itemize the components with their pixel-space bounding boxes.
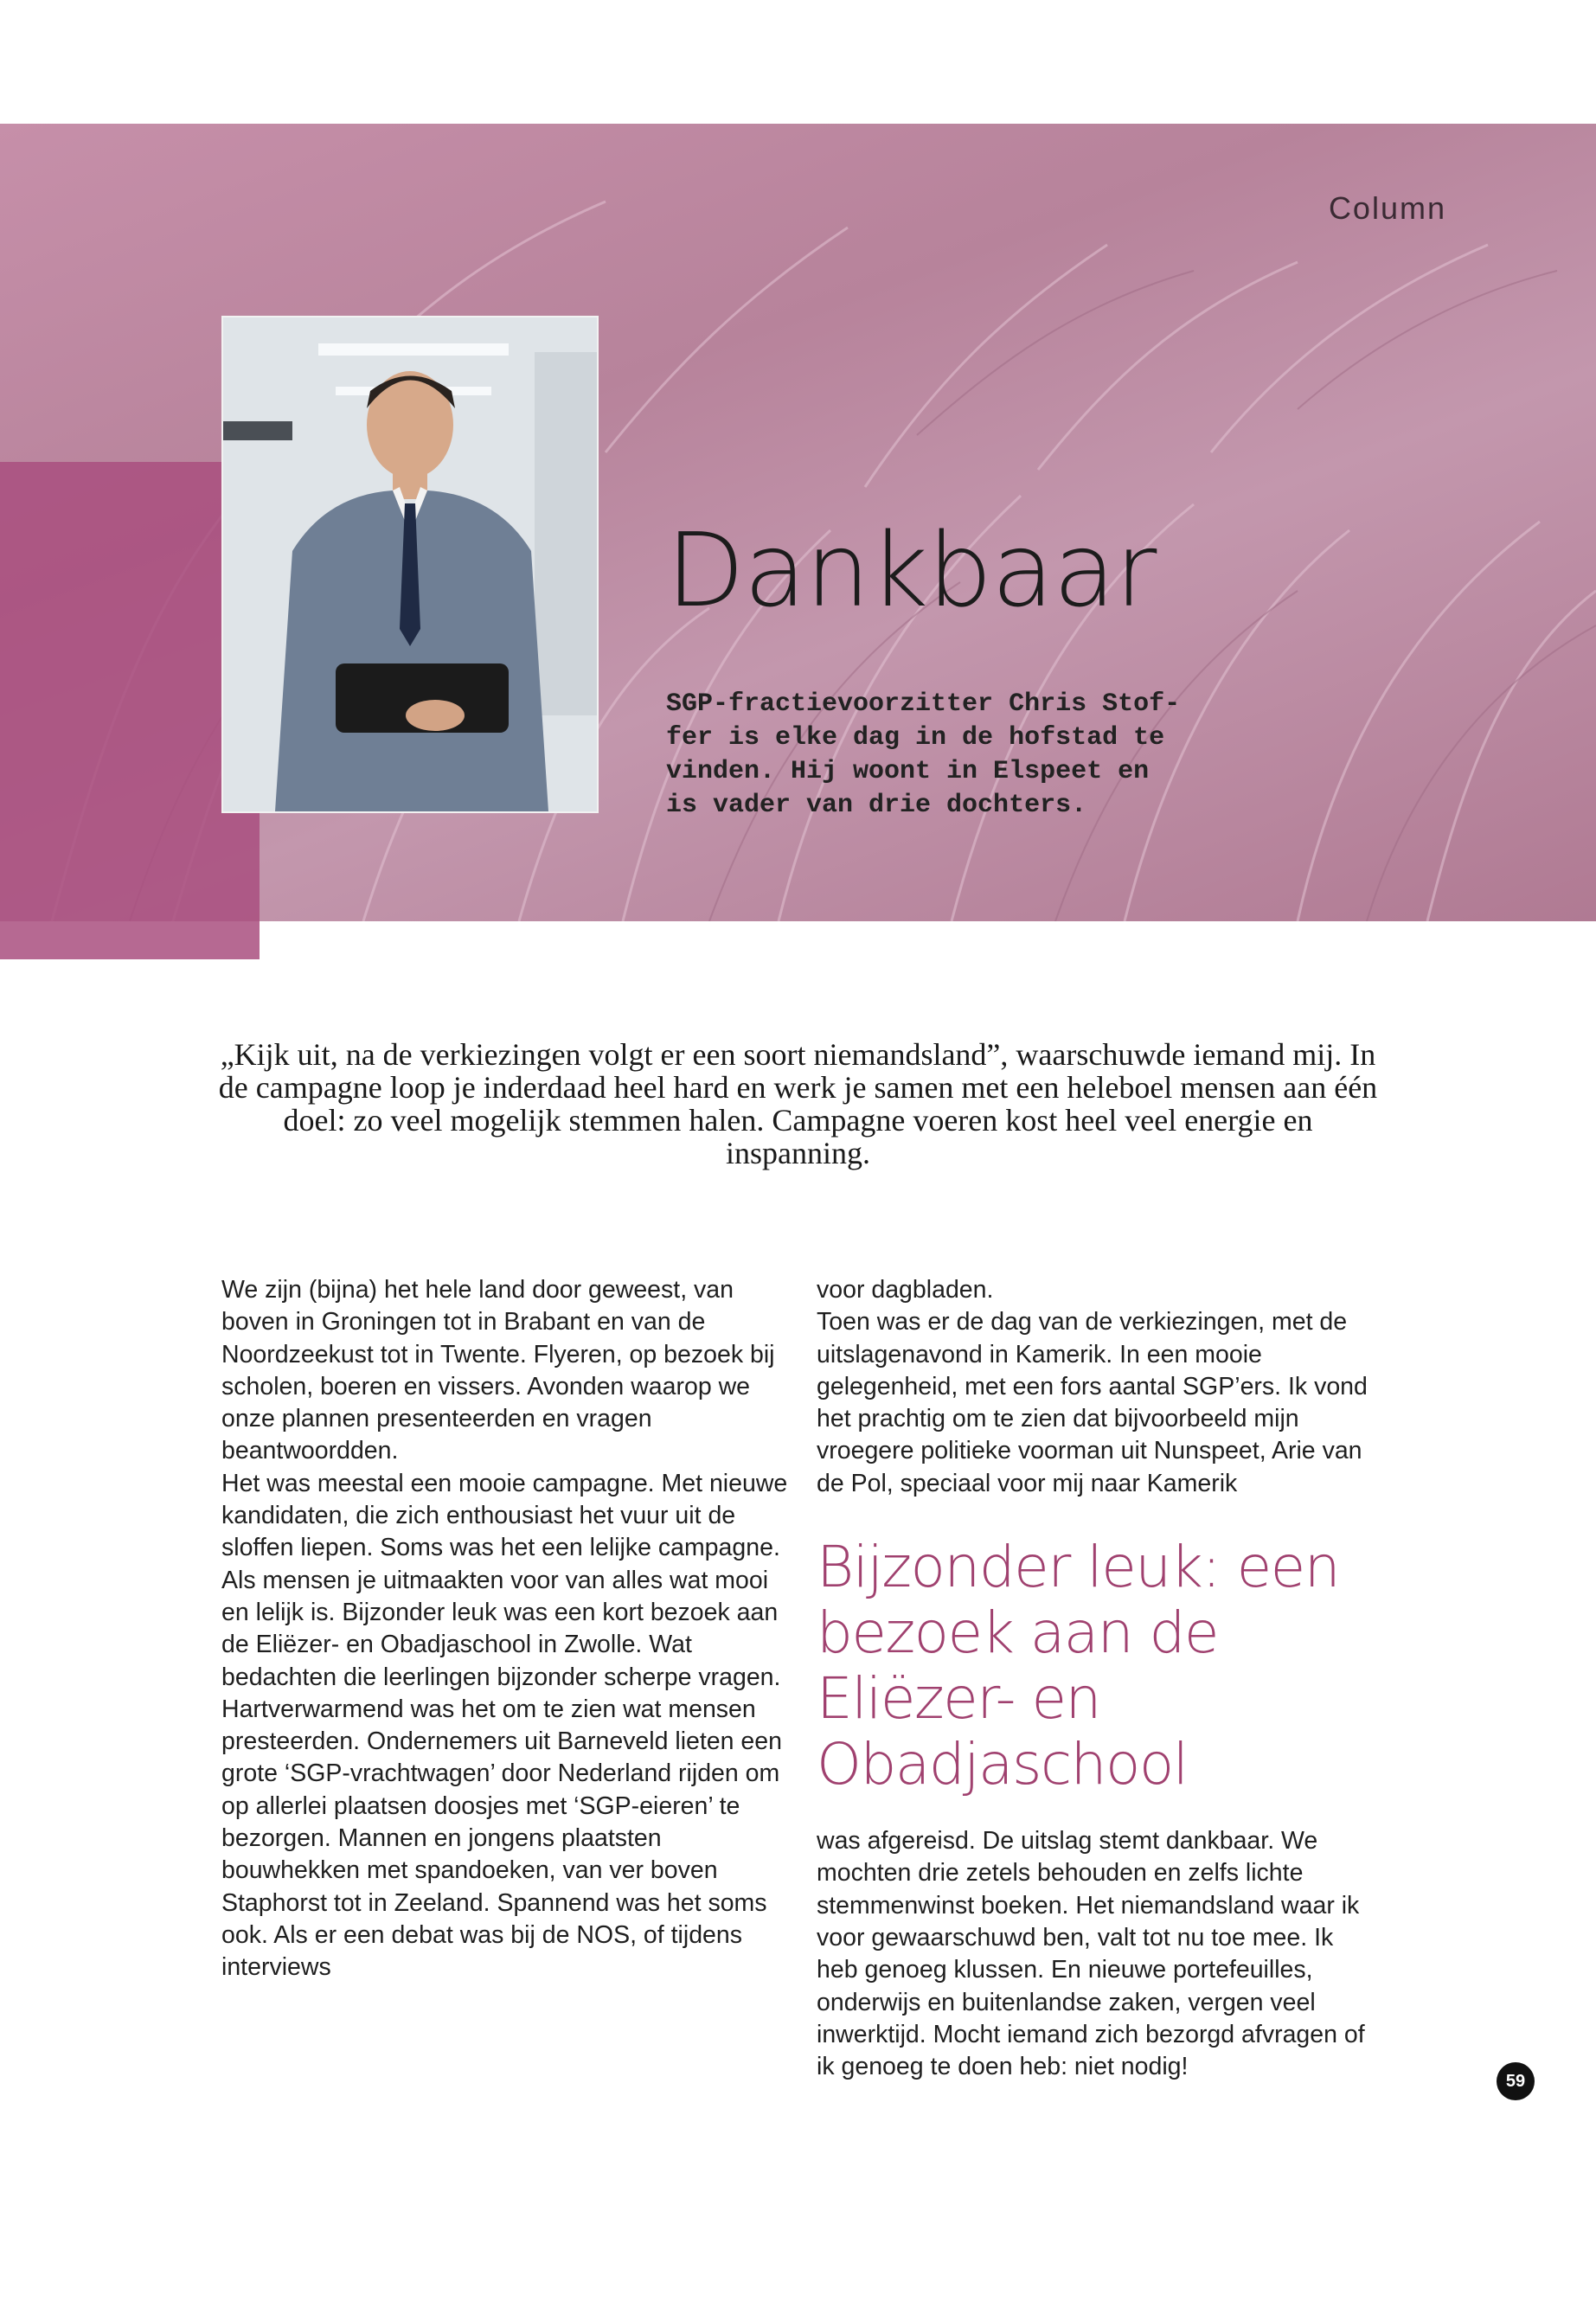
lead-paragraph: „Kijk uit, na de verkiezingen volgt er een soort niemandsland”, waarschuwde iemand mij. In de campagne loop je inderdaad heel hard en werk je samen met een heleboel mensen aan één doel: zo veel mogelijk stemmen halen. Campagne voeren kost heel veel energie en inspanning. [218,1037,1378,1170]
body-paragraph: was afgereisd. De uitslag stemt dankbaar. We mochten drie zetels behouden en zelfs lichte stemmenwinst boeken. Het niemandsland waar ik voor gewaarschuwd ben, valt tot nu toe mee. Ik heb genoeg klussen. En nieuwe portefeuilles, onderwijs en buitenlandse zaken, vergen veel inwerktijd. Mocht iemand zich bezorgd afvragen of ik genoeg te doen heb: niet nodig! [817,1827,1365,2081]
pull-quote: Bijzonder leuk: een bezoek aan de Eliëzer- en Obadjaschool [817,1534,1340,1798]
body-column-right [817,1274,1379,2083]
body-paragraph: Het was meestal een mooie campagne. Met nieuwe kandidaten, die zich enthousiast het vuur uit de sloffen liepen. Soms was het een lelijke campagne. Als mensen je uitmaakten voor van alles wat mooi en lelijk is. Bijzonder leuk was een kort bezoek aan de Eliëzer- en Obadjaschool in Zwolle. Wat bedachten die leerlingen bijzonder scherpe vragen. Hartverwarmend was het om te zien wat mensen presteerden. Ondernemers uit Barneveld lieten een grote ‘SGP-vrachtwagen’ door Nederland rijden om op allerlei plaatsen doosjes met ‘SGP-eieren’ te bezorgen. Mannen en jongens plaatsten bouwhekken met spandoeken, van ver boven Staphorst tot in Zeeland. Spannend was het soms ook. Als er een debat was bij de NOS, of tijdens interviews [221,1469,788,1982]
accent-block [0,462,260,959]
section-label: Column [1328,190,1446,226]
article-title: Dankbaar [666,510,1157,630]
page-number-badge: 59 [1497,2062,1535,2100]
body-paragraph: We zijn (bijna) het hele land door geweest, van boven in Groningen tot in Brabant en van de Noordzeekust tot in Twente. Flyeren, op bezoek bij scholen, boeren en vissers. Avonden waarop we onze plannen presenteerden en vragen beantwoordden. [221,1276,775,1465]
author-photo [221,316,599,813]
body-paragraph: voor dagbladen. [817,1276,994,1304]
body-paragraph: Toen was er de dag van de verkiezingen, met de uitslagenavond in Kamerik. In een mooie gelegenheid, met een fors aantal SGP’ers. Ik vond het prachtig om te zien dat bijvoorbeeld mijn vroegere politieke voorman uit Nunspeet, Arie van de Pol, speciaal voor mij naar Kamerik [817,1308,1368,1497]
body-column-left [221,1274,792,1984]
author-intro: SGP-fractievoorzitter Chris Stof- fer is elke dag in de hofstad te vinden. Hij woont in Elspeet en is vader van drie dochters. [666,689,1181,820]
